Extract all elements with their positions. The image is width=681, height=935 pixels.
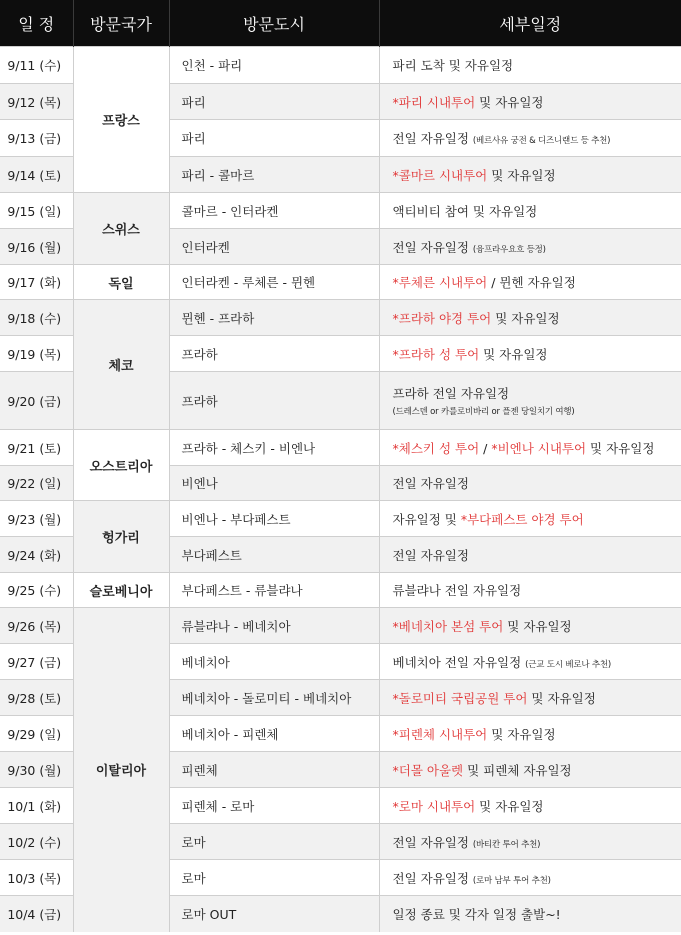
row-date: 9/20 (금) bbox=[0, 372, 73, 430]
header-date: 일 정 bbox=[0, 0, 73, 47]
row-date: 10/3 (목) bbox=[0, 860, 73, 896]
tour-highlight: *프라하 성 투어 bbox=[392, 346, 480, 362]
row-city: 부다페스트 bbox=[169, 537, 379, 573]
detail-text: 류블랴나 전일 자유일정 bbox=[392, 583, 522, 598]
row-city: 뮌헨 - 프라하 bbox=[169, 300, 379, 336]
row-date: 9/17 (화) bbox=[0, 265, 73, 300]
tour-highlight: *파리 시내투어 bbox=[392, 94, 476, 110]
detail-text: 전일 자유일정 bbox=[392, 834, 473, 850]
row-city: 비엔나 bbox=[169, 466, 379, 501]
row-city: 프라하 - 체스키 - 비엔나 bbox=[169, 430, 379, 466]
table-row bbox=[0, 193, 681, 229]
row-detail bbox=[379, 300, 681, 336]
detail-text: 및 자유일정 bbox=[475, 94, 544, 110]
detail-text: 및 피렌체 자유일정 bbox=[463, 762, 572, 778]
detail-text: 전일 자유일정 bbox=[392, 476, 469, 491]
tour-highlight: *피렌체 시내투어 bbox=[392, 726, 488, 742]
row-detail bbox=[379, 501, 681, 537]
tour-highlight: *부다페스트 야경 투어 bbox=[460, 511, 584, 527]
row-detail bbox=[379, 716, 681, 752]
detail-text: 액티비티 참여 및 자유일정 bbox=[392, 203, 538, 219]
detail-text: / 뮌헨 자유일정 bbox=[487, 275, 576, 290]
detail-text: 전일 자유일정 bbox=[392, 239, 473, 255]
row-city: 콜마르 - 인터라켄 bbox=[169, 193, 379, 229]
detail-text: 및 자유일정 bbox=[487, 726, 556, 742]
header-country: 방문국가 bbox=[73, 0, 169, 47]
table-header bbox=[0, 0, 681, 47]
table-row bbox=[0, 300, 681, 336]
row-date: 10/1 (화) bbox=[0, 788, 73, 824]
tour-highlight: *로마 시내투어 bbox=[392, 798, 476, 814]
row-detail bbox=[379, 573, 681, 608]
row-detail bbox=[379, 860, 681, 896]
row-detail bbox=[379, 466, 681, 501]
detail-text: 및 자유일정 bbox=[487, 167, 556, 183]
tour-highlight: *루체른 시내투어 bbox=[392, 275, 488, 290]
recommendation-note: (드레스덴 or 카를로비바리 or 플젠 당일치기 여행) bbox=[392, 407, 575, 417]
row-country: 슬로베니아 bbox=[73, 573, 169, 608]
row-city: 베네치아 - 피렌체 bbox=[169, 716, 379, 752]
row-country: 스위스 bbox=[73, 193, 169, 265]
recommendation-note: (로마 남부 투어 추천) bbox=[472, 875, 551, 886]
row-city: 베네치아 - 돌로미티 - 베네치아 bbox=[169, 680, 379, 716]
row-detail bbox=[379, 788, 681, 824]
row-country: 헝가리 bbox=[73, 501, 169, 573]
row-detail bbox=[379, 430, 681, 466]
detail-text: 및 자유일정 bbox=[479, 346, 548, 362]
row-detail bbox=[379, 157, 681, 193]
tour-highlight: *프라하 야경 투어 bbox=[392, 310, 492, 326]
detail-text: 및 자유일정 bbox=[586, 440, 655, 456]
row-city: 인터라켄 - 루체른 - 뮌헨 bbox=[169, 265, 379, 300]
row-detail bbox=[379, 824, 681, 860]
recommendation-note: (융프라우요흐 등정) bbox=[472, 244, 546, 255]
row-city: 로마 bbox=[169, 860, 379, 896]
detail-text: 프라하 전일 자유일정 bbox=[392, 386, 510, 401]
row-detail bbox=[379, 644, 681, 680]
tour-highlight: *베네치아 본섬 투어 bbox=[392, 618, 504, 634]
row-detail bbox=[379, 896, 681, 932]
detail-text: 전일 자유일정 bbox=[392, 131, 473, 146]
row-date: 9/22 (일) bbox=[0, 466, 73, 501]
row-country: 체코 bbox=[73, 300, 169, 430]
table-row bbox=[0, 47, 681, 84]
detail-text: 베네치아 전일 자유일정 bbox=[392, 654, 526, 670]
row-city: 로마 OUT bbox=[169, 896, 379, 932]
row-detail bbox=[379, 608, 681, 644]
row-date: 9/26 (목) bbox=[0, 608, 73, 644]
row-city: 비엔나 - 부다페스트 bbox=[169, 501, 379, 537]
row-city: 로마 bbox=[169, 824, 379, 860]
detail-text: 및 자유일정 bbox=[475, 798, 544, 814]
table-row bbox=[0, 430, 681, 466]
detail-text: 및 자유일정 bbox=[491, 310, 560, 326]
header-detail: 세부일정 bbox=[379, 0, 681, 47]
detail-text: 전일 자유일정 bbox=[392, 547, 469, 563]
row-country: 이탈리아 bbox=[73, 608, 169, 932]
row-date: 9/21 (토) bbox=[0, 430, 73, 466]
row-detail bbox=[379, 84, 681, 120]
row-city: 피렌체 - 로마 bbox=[169, 788, 379, 824]
row-detail bbox=[379, 680, 681, 716]
row-country: 독일 bbox=[73, 265, 169, 300]
row-date: 9/18 (수) bbox=[0, 300, 73, 336]
row-city: 파리 - 콜마르 bbox=[169, 157, 379, 193]
row-date: 10/4 (금) bbox=[0, 896, 73, 932]
tour-highlight: *콜마르 시내투어 bbox=[392, 167, 488, 183]
row-date: 9/14 (토) bbox=[0, 157, 73, 193]
tour-highlight: *더몰 아울렛 bbox=[392, 762, 464, 778]
row-date: 9/15 (일) bbox=[0, 193, 73, 229]
row-date: 9/11 (수) bbox=[0, 47, 73, 84]
row-detail bbox=[379, 537, 681, 573]
row-date: 9/16 (월) bbox=[0, 229, 73, 265]
table-row bbox=[0, 608, 681, 644]
row-city: 부다페스트 - 류블랴나 bbox=[169, 573, 379, 608]
row-date: 9/19 (목) bbox=[0, 336, 73, 372]
row-detail bbox=[379, 229, 681, 265]
row-city: 프라하 bbox=[169, 336, 379, 372]
row-date: 9/12 (목) bbox=[0, 84, 73, 120]
detail-text: 전일 자유일정 bbox=[392, 870, 473, 886]
row-city: 인터라켄 bbox=[169, 229, 379, 265]
row-date: 9/30 (월) bbox=[0, 752, 73, 788]
recommendation-note: (바티칸 투어 추천) bbox=[472, 839, 541, 850]
tour-highlight: *체스키 성 투어 bbox=[392, 440, 480, 456]
tour-highlight: *돌로미티 국립공원 투어 bbox=[392, 690, 528, 706]
row-date: 9/29 (일) bbox=[0, 716, 73, 752]
row-date: 9/24 (화) bbox=[0, 537, 73, 573]
row-date: 9/25 (수) bbox=[0, 573, 73, 608]
row-detail bbox=[379, 120, 681, 157]
row-city: 파리 bbox=[169, 120, 379, 157]
recommendation-note: (근교 도시 베로나 추천) bbox=[525, 659, 612, 670]
row-country: 오스트리아 bbox=[73, 430, 169, 501]
header-city: 방문도시 bbox=[169, 0, 379, 47]
row-city: 류블랴나 - 베네치아 bbox=[169, 608, 379, 644]
row-city: 파리 bbox=[169, 84, 379, 120]
detail-text: 자유일정 및 bbox=[392, 511, 461, 527]
table-row bbox=[0, 573, 681, 608]
row-detail bbox=[379, 752, 681, 788]
table-body bbox=[0, 47, 681, 932]
detail-text: 일정 종료 및 각자 일정 출발~! bbox=[392, 906, 561, 922]
table-row bbox=[0, 501, 681, 537]
row-city: 프라하 bbox=[169, 372, 379, 430]
row-detail bbox=[379, 193, 681, 229]
row-date: 9/13 (금) bbox=[0, 120, 73, 157]
row-date: 10/2 (수) bbox=[0, 824, 73, 860]
row-date: 9/28 (토) bbox=[0, 680, 73, 716]
detail-text: / bbox=[479, 440, 492, 456]
row-detail bbox=[379, 265, 681, 300]
row-city: 피렌체 bbox=[169, 752, 379, 788]
recommendation-note: (베르사유 궁전 & 디즈니랜드 등 추천) bbox=[472, 136, 611, 146]
row-detail bbox=[379, 47, 681, 84]
row-city: 인천 - 파리 bbox=[169, 47, 379, 84]
row-detail bbox=[379, 372, 681, 430]
row-date: 9/27 (금) bbox=[0, 644, 73, 680]
row-date: 9/23 (월) bbox=[0, 501, 73, 537]
row-country: 프랑스 bbox=[73, 47, 169, 193]
tour-highlight: *비엔나 시내투어 bbox=[491, 440, 587, 456]
detail-text: 및 자유일정 bbox=[527, 690, 596, 706]
row-detail bbox=[379, 336, 681, 372]
table-row bbox=[0, 265, 681, 300]
detail-text: 파리 도착 및 자유일정 bbox=[392, 58, 514, 73]
row-city: 베네치아 bbox=[169, 644, 379, 680]
detail-text: 및 자유일정 bbox=[503, 618, 572, 634]
